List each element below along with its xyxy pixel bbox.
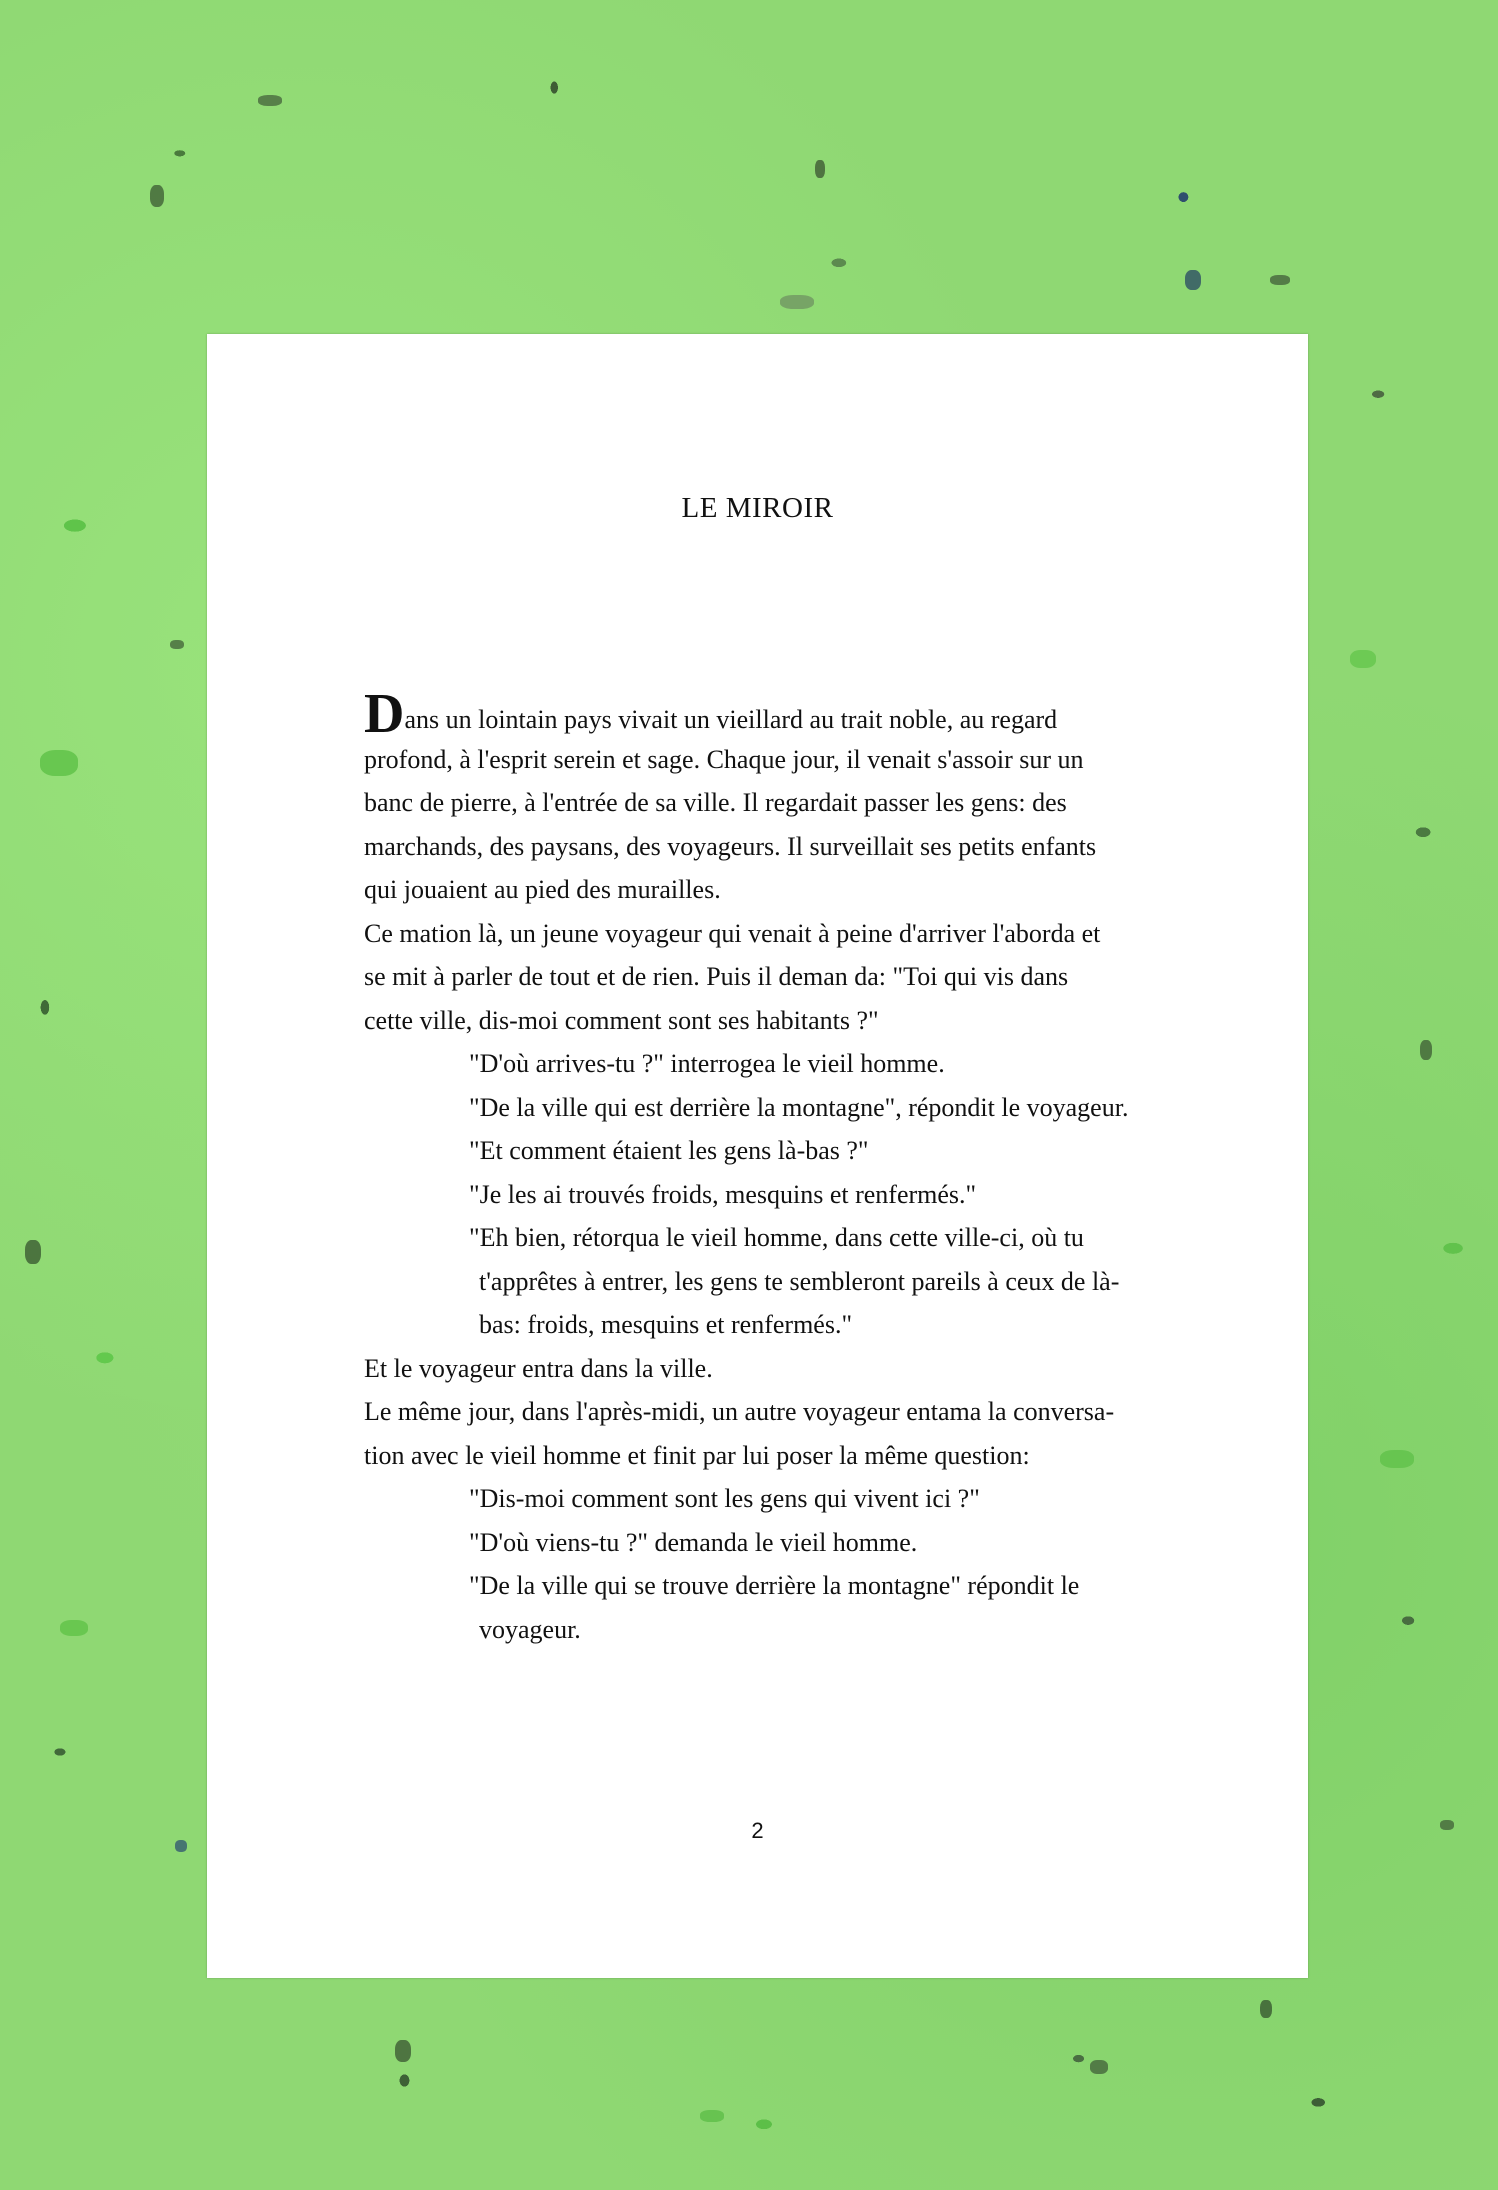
speck — [700, 2110, 724, 2122]
text-line-4: marchands, des paysans, des voyageurs. Il surveillait ses petits enfants — [364, 831, 1097, 861]
speck — [815, 160, 825, 178]
speck — [170, 640, 184, 649]
speck — [60, 1620, 88, 1636]
text-line-22: voyageur. — [479, 1614, 581, 1644]
text-line-2: profond, à l'esprit serein et sage. Chaque jour, il venait s'assoir sur un — [364, 744, 1084, 774]
speck — [1380, 1450, 1414, 1468]
text-line-19: "Dis-moi comment sont les gens qui vivent ici ?" — [469, 1484, 980, 1513]
text-line-13: "Eh bien, rétorqua le vieil homme, dans cette ville-ci, où tu — [469, 1223, 1084, 1252]
text-line-17: Le même jour, dans l'après-midi, un autre voyageur entama la conversa- — [364, 1397, 1115, 1426]
speck — [1440, 1820, 1454, 1830]
drop-cap: D — [364, 683, 405, 745]
speck — [1260, 2000, 1272, 2018]
text-line-6: Ce mation là, un jeune voyageur qui venait à peine d'arriver l'aborda et — [364, 918, 1101, 948]
speck — [1270, 275, 1290, 285]
speck — [175, 1840, 187, 1852]
document-page — [207, 334, 1308, 1978]
story-text — [364, 683, 1164, 1651]
speck — [1420, 1040, 1432, 1060]
text-line-15: bas: froids, mesquins et renfermés." — [479, 1310, 853, 1339]
text-line-3: banc de pierre, à l'entrée de sa ville. Il regardait passer les gens: des — [364, 788, 1067, 817]
text-line-18: tion avec le vieil homme et finit par lui poser la même question: — [364, 1440, 1030, 1470]
page-title: LE MIROIR — [681, 492, 834, 524]
text-line-10: "De la ville qui est derrière la montagne", répondit le voyageur. — [469, 1092, 1129, 1122]
text-line-5: qui jouaient au pied des murailles. — [364, 875, 721, 904]
speck — [1090, 2060, 1108, 2074]
text-line-21: "De la ville qui se trouve derrière la montagne" répondit le — [469, 1571, 1080, 1600]
speck — [780, 295, 814, 309]
text-line-20: "D'où viens-tu ?" demanda le vieil homme. — [469, 1527, 918, 1557]
text-line-12: "Je les ai trouvés froids, mesquins et renfermés." — [469, 1179, 977, 1209]
text-line-16: Et le voyageur entra dans la ville. — [364, 1353, 713, 1383]
speck — [1350, 650, 1376, 668]
line-text: ans un lointain pays vivait un vieillard au trait noble, au regard — [404, 705, 1058, 734]
speck — [40, 750, 78, 776]
speck — [25, 1240, 41, 1264]
text-line-9: "D'où arrives-tu ?" interrogea le vieil homme. — [469, 1049, 945, 1078]
speck — [395, 2040, 411, 2062]
text-line-7: se mit à parler de tout et de rien. Puis il deman da: "Toi qui vis dans — [364, 962, 1069, 991]
text-line-8: cette ville, dis-moi comment sont ses habitants ?" — [364, 1005, 879, 1035]
text-line-11: "Et comment étaient les gens là-bas ?" — [469, 1136, 869, 1165]
page-number: 2 — [751, 1818, 764, 1843]
speck — [150, 185, 164, 207]
speck — [258, 95, 282, 106]
text-line-1 — [364, 683, 1164, 745]
speck — [1185, 270, 1201, 290]
text-line-14: t'apprêtes à entrer, les gens te sembleront pareils à ceux de là- — [479, 1266, 1120, 1296]
